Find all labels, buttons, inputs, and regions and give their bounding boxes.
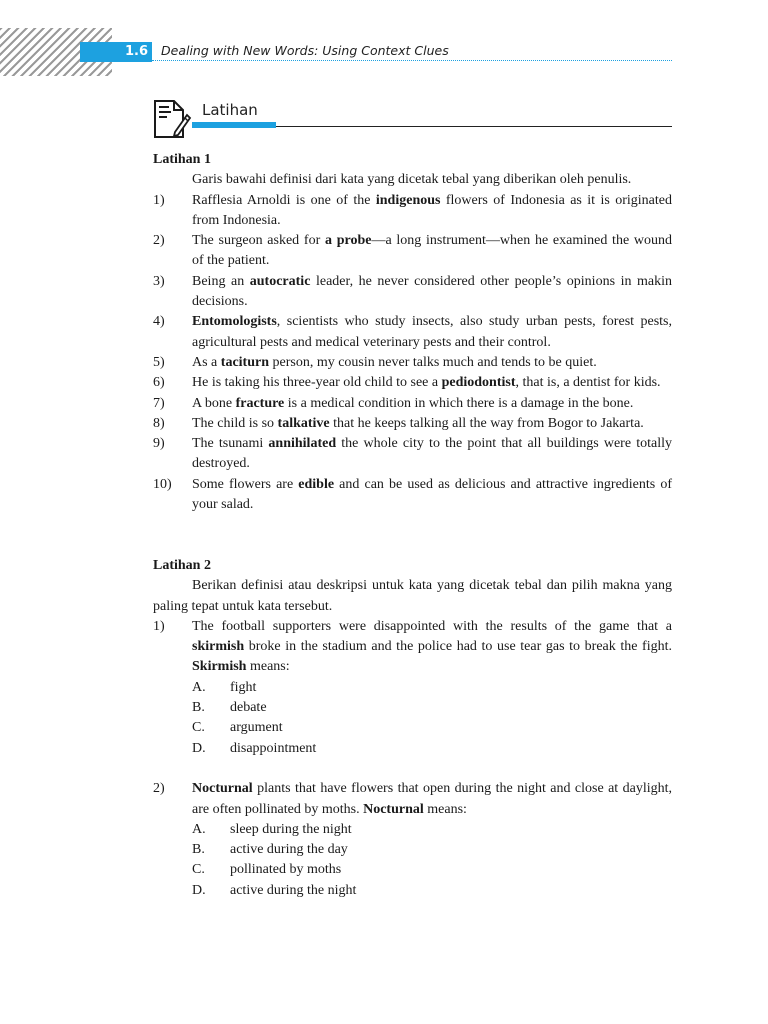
- latihan1-section: [153, 150, 672, 515]
- latihan1-instruction: Garis bawahi definisi dari kata yang dicetak tebal yang diberikan oleh penulis.: [192, 172, 632, 188]
- item-keyword: pediodontist: [441, 375, 516, 391]
- latihan-heading: Latihan: [202, 101, 258, 119]
- question-text: broke in the stadium and the police had to use tear gas to break the fight.: [244, 639, 672, 655]
- list-item: [153, 394, 672, 414]
- item-keyword: a probe: [324, 233, 372, 249]
- item-text: He is taking his three-year old child to see a: [192, 375, 442, 391]
- question-text: The football supporters were disappointed with the results of the game that a: [192, 618, 672, 634]
- option-text: active during the night: [230, 882, 357, 898]
- item-text: The surgeon asked for: [192, 233, 325, 249]
- list-item: [153, 231, 672, 272]
- option-text: argument: [230, 720, 283, 736]
- answer-option: [153, 739, 672, 759]
- option-text: pollinated by moths: [230, 862, 342, 878]
- item-keyword: autocratic: [249, 273, 311, 289]
- latihan-rule: [276, 126, 672, 127]
- option-letter: C.: [192, 720, 205, 736]
- document-pencil-icon: [152, 99, 192, 141]
- item-number: 2): [153, 233, 165, 249]
- answer-option: [153, 698, 672, 718]
- item-text: flowers of Indonesia as it is originated from Indonesia.: [192, 192, 672, 228]
- latihan2-section: [153, 556, 672, 901]
- item-keyword: Entomologists: [192, 314, 277, 330]
- item-text: is a medical condition in which there is a damage in the bone.: [284, 395, 634, 411]
- item-text: —a long instrument—when he examined the wound of the patient.: [192, 233, 672, 269]
- answer-option: [153, 881, 672, 901]
- item-text: the whole city to the point that all buildings were totally destroyed.: [192, 436, 672, 472]
- question-keyword: Nocturnal: [363, 801, 424, 817]
- item-keyword: annihilated: [268, 436, 337, 452]
- question-2: [153, 779, 672, 820]
- latihan2-title: Latihan 2: [153, 558, 211, 573]
- item-number: 1): [153, 192, 165, 208]
- question-number: 2): [153, 781, 165, 797]
- item-keyword: fracture: [235, 395, 285, 411]
- option-text: debate: [230, 700, 267, 716]
- item-number: 5): [153, 354, 165, 370]
- option-text: active during the day: [230, 842, 348, 858]
- option-letter: C.: [192, 862, 205, 878]
- item-text: , scientists who study insects, also study urban pests, forest pests, agricultural pests and medical veterinary pests and their control.: [192, 314, 672, 350]
- list-item: [153, 272, 672, 313]
- item-number: 9): [153, 436, 165, 452]
- list-item: [153, 191, 672, 232]
- answer-option: [153, 840, 672, 860]
- item-number: 7): [153, 395, 165, 411]
- item-text: and can be used as delicious and attractive ingredients of your salad.: [192, 476, 672, 513]
- header-dotted-rule: [152, 60, 672, 61]
- answer-option: [153, 860, 672, 880]
- question-text: means:: [246, 659, 290, 675]
- item-text: The tsunami: [192, 436, 269, 452]
- item-keyword: taciturn: [220, 354, 269, 370]
- list-item: [153, 353, 672, 373]
- item-number: 8): [153, 415, 165, 431]
- option-letter: B.: [192, 700, 205, 716]
- item-text: person, my cousin never talks much and tends to be quiet.: [269, 354, 597, 370]
- item-keyword: indigenous: [375, 192, 441, 208]
- question-number: 1): [153, 618, 165, 634]
- item-keyword: edible: [298, 476, 335, 492]
- latihan-accent-bar: [192, 122, 276, 128]
- question-1: [153, 617, 672, 678]
- item-text: As a: [192, 354, 221, 370]
- item-text: Rafflesia Arnoldi is one of the: [192, 192, 376, 208]
- option-text: fight: [230, 679, 257, 695]
- answer-option: [153, 678, 672, 698]
- item-number: 6): [153, 375, 165, 391]
- question-keyword: Nocturnal: [192, 781, 253, 797]
- item-text: that he keeps talking all the way from Bogor to Jakarta.: [329, 415, 644, 431]
- option-text: sleep during the night: [230, 821, 352, 837]
- latihan2-instruction: Berikan definisi atau deskripsi untuk kata yang dicetak tebal dan pilih makna yang paling tepat untuk kata tersebut.: [153, 578, 672, 614]
- question-keyword: Skirmish: [192, 659, 247, 675]
- item-number: 10): [153, 476, 172, 492]
- latihan1-title: Latihan 1: [153, 152, 211, 167]
- option-letter: A.: [192, 679, 206, 695]
- option-letter: B.: [192, 842, 205, 858]
- option-text: disappointment: [230, 740, 317, 756]
- list-item: [153, 434, 672, 475]
- option-letter: D.: [192, 740, 206, 756]
- item-text: A bone: [192, 395, 236, 411]
- section-title: Dealing with New Words: Using Context Clues: [161, 43, 449, 58]
- option-letter: A.: [192, 821, 206, 837]
- list-item: [153, 475, 672, 516]
- item-text: , that is, a dentist for kids.: [515, 375, 661, 391]
- question-text: plants that have flowers that open during the night and close at daylight, are often pollinated by moths.: [192, 781, 672, 817]
- list-item: [153, 373, 672, 393]
- item-text: The child is so: [192, 415, 278, 431]
- item-text: Being an: [192, 273, 250, 289]
- item-number: 4): [153, 314, 165, 330]
- option-letter: D.: [192, 882, 206, 898]
- item-text: leader, he never considered other people’s opinions in makin decisions.: [192, 273, 673, 310]
- item-text: Some flowers are: [192, 476, 299, 492]
- answer-option: [153, 718, 672, 738]
- section-number-badge: 1.6: [80, 42, 152, 62]
- list-item: [153, 312, 672, 353]
- answer-option: [153, 820, 672, 840]
- question-keyword: skirmish: [192, 639, 245, 655]
- item-number: 3): [153, 273, 165, 289]
- question-text: means:: [423, 801, 467, 817]
- item-keyword: talkative: [277, 415, 330, 431]
- list-item: [153, 414, 672, 434]
